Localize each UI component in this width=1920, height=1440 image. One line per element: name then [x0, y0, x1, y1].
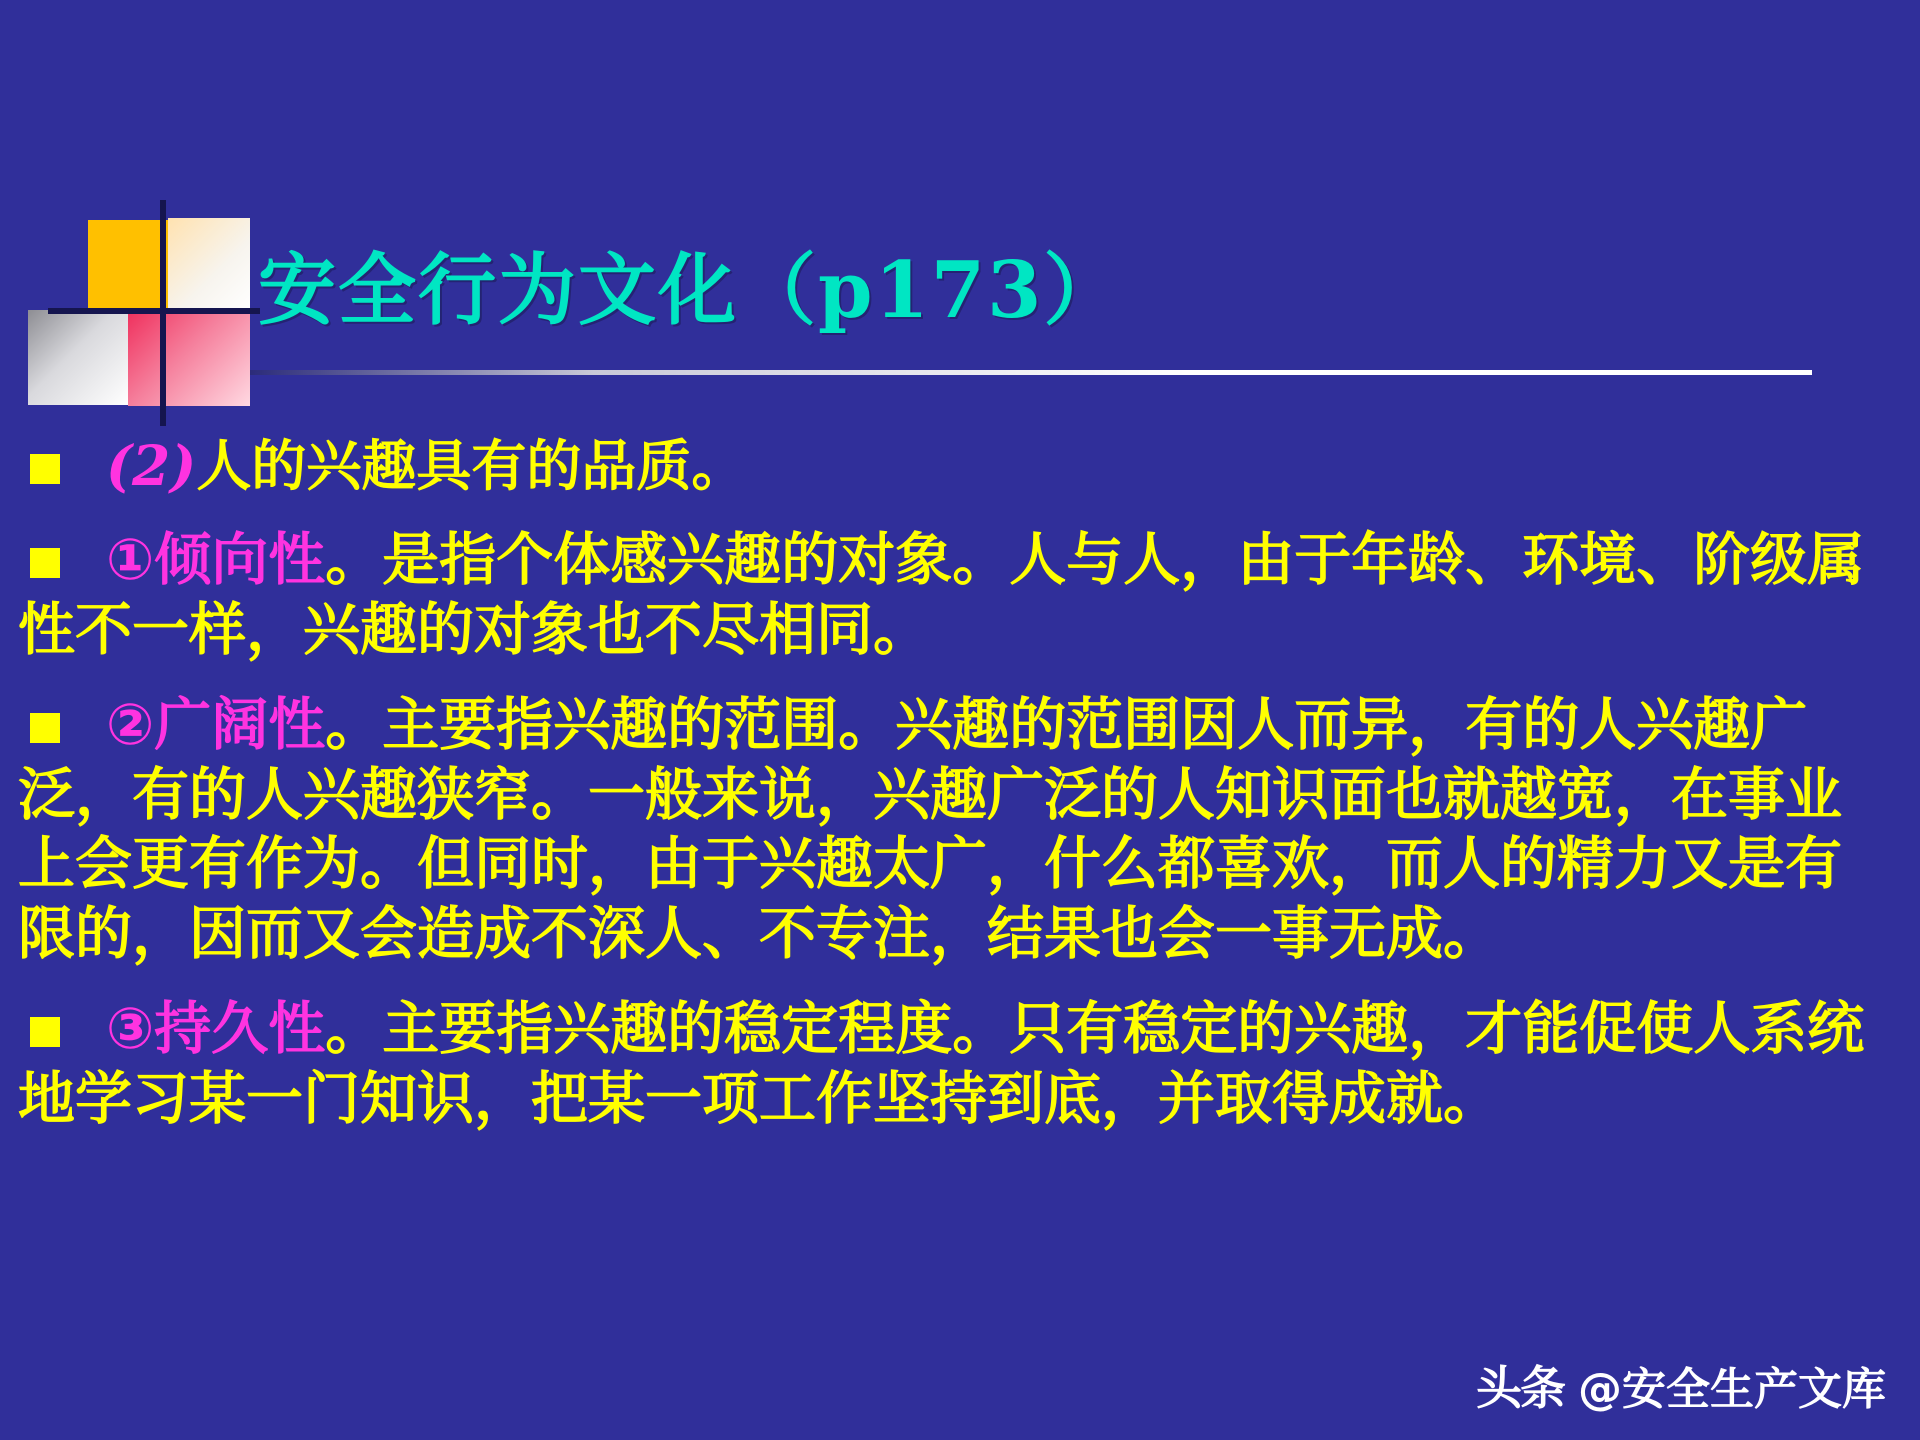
- bullet-paragraph: [0, 432, 1920, 500]
- watermark: [1476, 1352, 1886, 1418]
- watermark-text: @安全生产文库: [1578, 1364, 1886, 1415]
- bullet-square-icon: [30, 1017, 60, 1047]
- bullet-lead-label: ③持久性: [106, 996, 326, 1063]
- toutiao-logo: 头条: [1476, 1361, 1564, 1415]
- bullet-lead-label: ①倾向性: [106, 527, 326, 594]
- decoration-horizontal-line: [48, 308, 260, 314]
- bullet-paragraph: [0, 526, 1920, 665]
- slide-title-area: [0, 170, 1920, 430]
- decoration-yellow-square: [88, 220, 180, 310]
- list-item: [0, 691, 1920, 969]
- slide-body: [0, 432, 1920, 1160]
- decoration-pink-square: [128, 310, 250, 406]
- bullet-square-icon: [30, 713, 60, 743]
- bullet-paragraph: [0, 691, 1920, 969]
- page-title: 安全行为文化（p173）: [258, 245, 1124, 336]
- bullet-lead-label: (2): [106, 433, 197, 498]
- list-item: [0, 432, 1920, 500]
- list-item: [0, 995, 1920, 1134]
- bullet-square-icon: [30, 548, 60, 578]
- list-item: [0, 526, 1920, 665]
- title-underline-rule: [250, 370, 1812, 375]
- bullet-square-icon: [30, 454, 60, 484]
- decoration-grey-square: [28, 310, 128, 405]
- bullet-body-text: 。是指个体感兴趣的对象。人与人，由于年龄、环境、阶级属性不一样，兴趣的对象也不尽相同。: [18, 527, 1865, 663]
- bullet-lead-label: ②广阔性: [106, 692, 326, 759]
- decoration-orange-square: [168, 218, 250, 310]
- bullet-paragraph: [0, 995, 1920, 1134]
- bullet-body-text: 人的兴趣具有的品质。: [196, 434, 747, 498]
- bullet-body-text: 。主要指兴趣的稳定程度。只有稳定的兴趣，才能促使人系统地学习某一门知识，把某一项工作坚持到底，并取得成就。: [18, 996, 1865, 1132]
- bullet-body-text: 。主要指兴趣的范围。兴趣的范围因人而异，有的人兴趣广泛，有的人兴趣狭窄。一般来说，兴趣广泛的人知识面也就越宽，在事业上会更有作为。但同时，由于兴趣太广，什么都喜欢，而人的精力又是有限的，因而又会造成不深人、不专注，结果也会一事无成。: [18, 692, 1842, 967]
